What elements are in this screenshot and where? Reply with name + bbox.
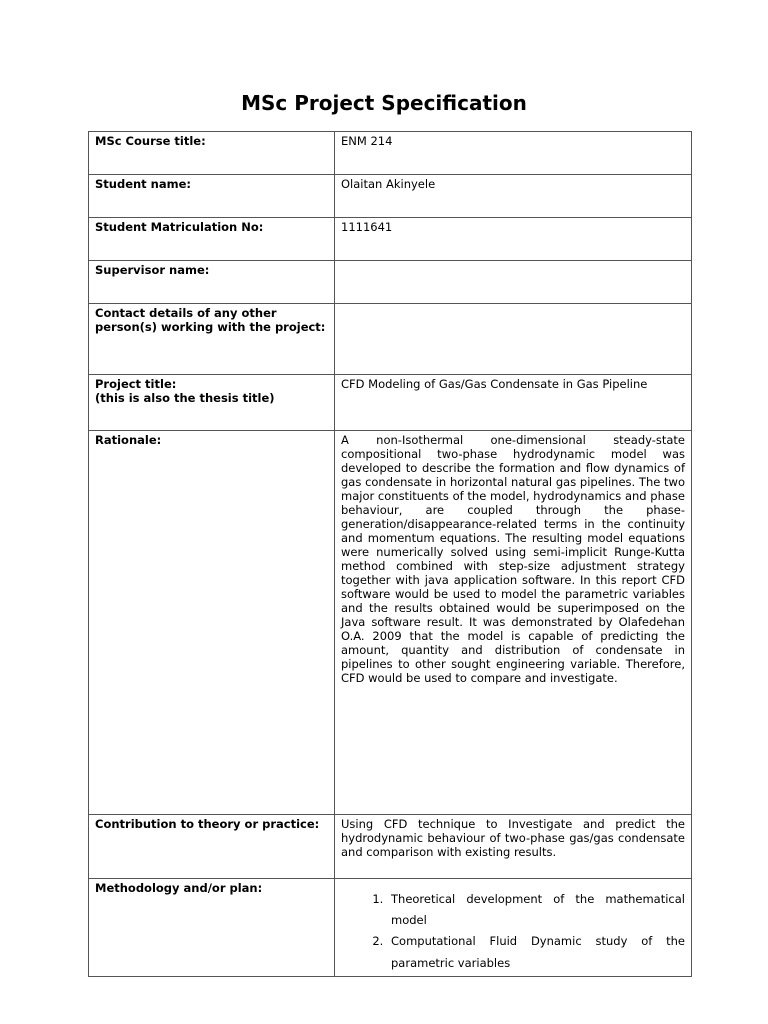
table-row — [89, 218, 692, 261]
project-title-label-line1: Project title: — [95, 377, 177, 391]
contribution-label: Contribution to theory or practice: — [89, 815, 335, 879]
contact-details-value — [335, 304, 692, 375]
project-title-label — [89, 375, 335, 431]
list-item: 2. Computational Fluid Dynamic study of the parametric variables — [387, 931, 685, 973]
course-title-value: ENM 214 — [335, 132, 692, 175]
rationale-value: A non-Isothermal one-dimensional steady-state compositional two-phase hydrodynamic model was developed to describe the formation and flow dynamics of gas condensate in horizontal natural gas pipelines. The two major constituents of the model, hydrodynamics and phase behaviour, are coupled through the phase-generation/disappearance-related terms in the continuity and momentum equations. The resulting model equations were numerically solved using semi-implicit Runge-Kutta method combined with step-size adjustment strategy together with java application software. In this report CFD software would be used to model the parametric variables and the results obtained would be superimposed on the Java software result. It was demonstrated by Olafedehan O.A. 2009 that the model is capable of predicting the amount, quantity and distribution of condensate in pipelines to other sought engineering variable. Therefore, CFD would be used to compare and investigate. — [335, 431, 692, 815]
list-item: 1. Theoretical development of the mathematical model — [387, 889, 685, 931]
methodology-label: Methodology and/or plan: — [89, 879, 335, 977]
contact-details-label: Contact details of any other person(s) working with the project: — [89, 304, 335, 375]
page-title: MSc Project Specification — [241, 91, 527, 115]
table-row — [89, 175, 692, 218]
student-name-value: Olaitan Akinyele — [335, 175, 692, 218]
methodology-value — [335, 879, 692, 977]
student-name-label: Student name: — [89, 175, 335, 218]
course-title-label: MSc Course title: — [89, 132, 335, 175]
specification-table — [88, 131, 692, 977]
contribution-value: Using CFD technique to Investigate and predict the hydrodynamic behaviour of two-phase gas/gas condensate and comparison with existing results. — [335, 815, 692, 879]
matriculation-label: Student Matriculation No: — [89, 218, 335, 261]
project-title-label-line2: (this is also the thesis title) — [95, 391, 275, 405]
table-row — [89, 304, 692, 375]
matriculation-value: 1111641 — [335, 218, 692, 261]
rationale-label: Rationale: — [89, 431, 335, 815]
table-row — [89, 815, 692, 879]
methodology-list — [341, 889, 685, 974]
supervisor-value — [335, 261, 692, 304]
project-title-value: CFD Modeling of Gas/Gas Condensate in Gas Pipeline — [335, 375, 692, 431]
table-row — [89, 879, 692, 977]
table-row — [89, 261, 692, 304]
supervisor-label: Supervisor name: — [89, 261, 335, 304]
table-row — [89, 375, 692, 431]
table-row — [89, 132, 692, 175]
table-row — [89, 431, 692, 815]
